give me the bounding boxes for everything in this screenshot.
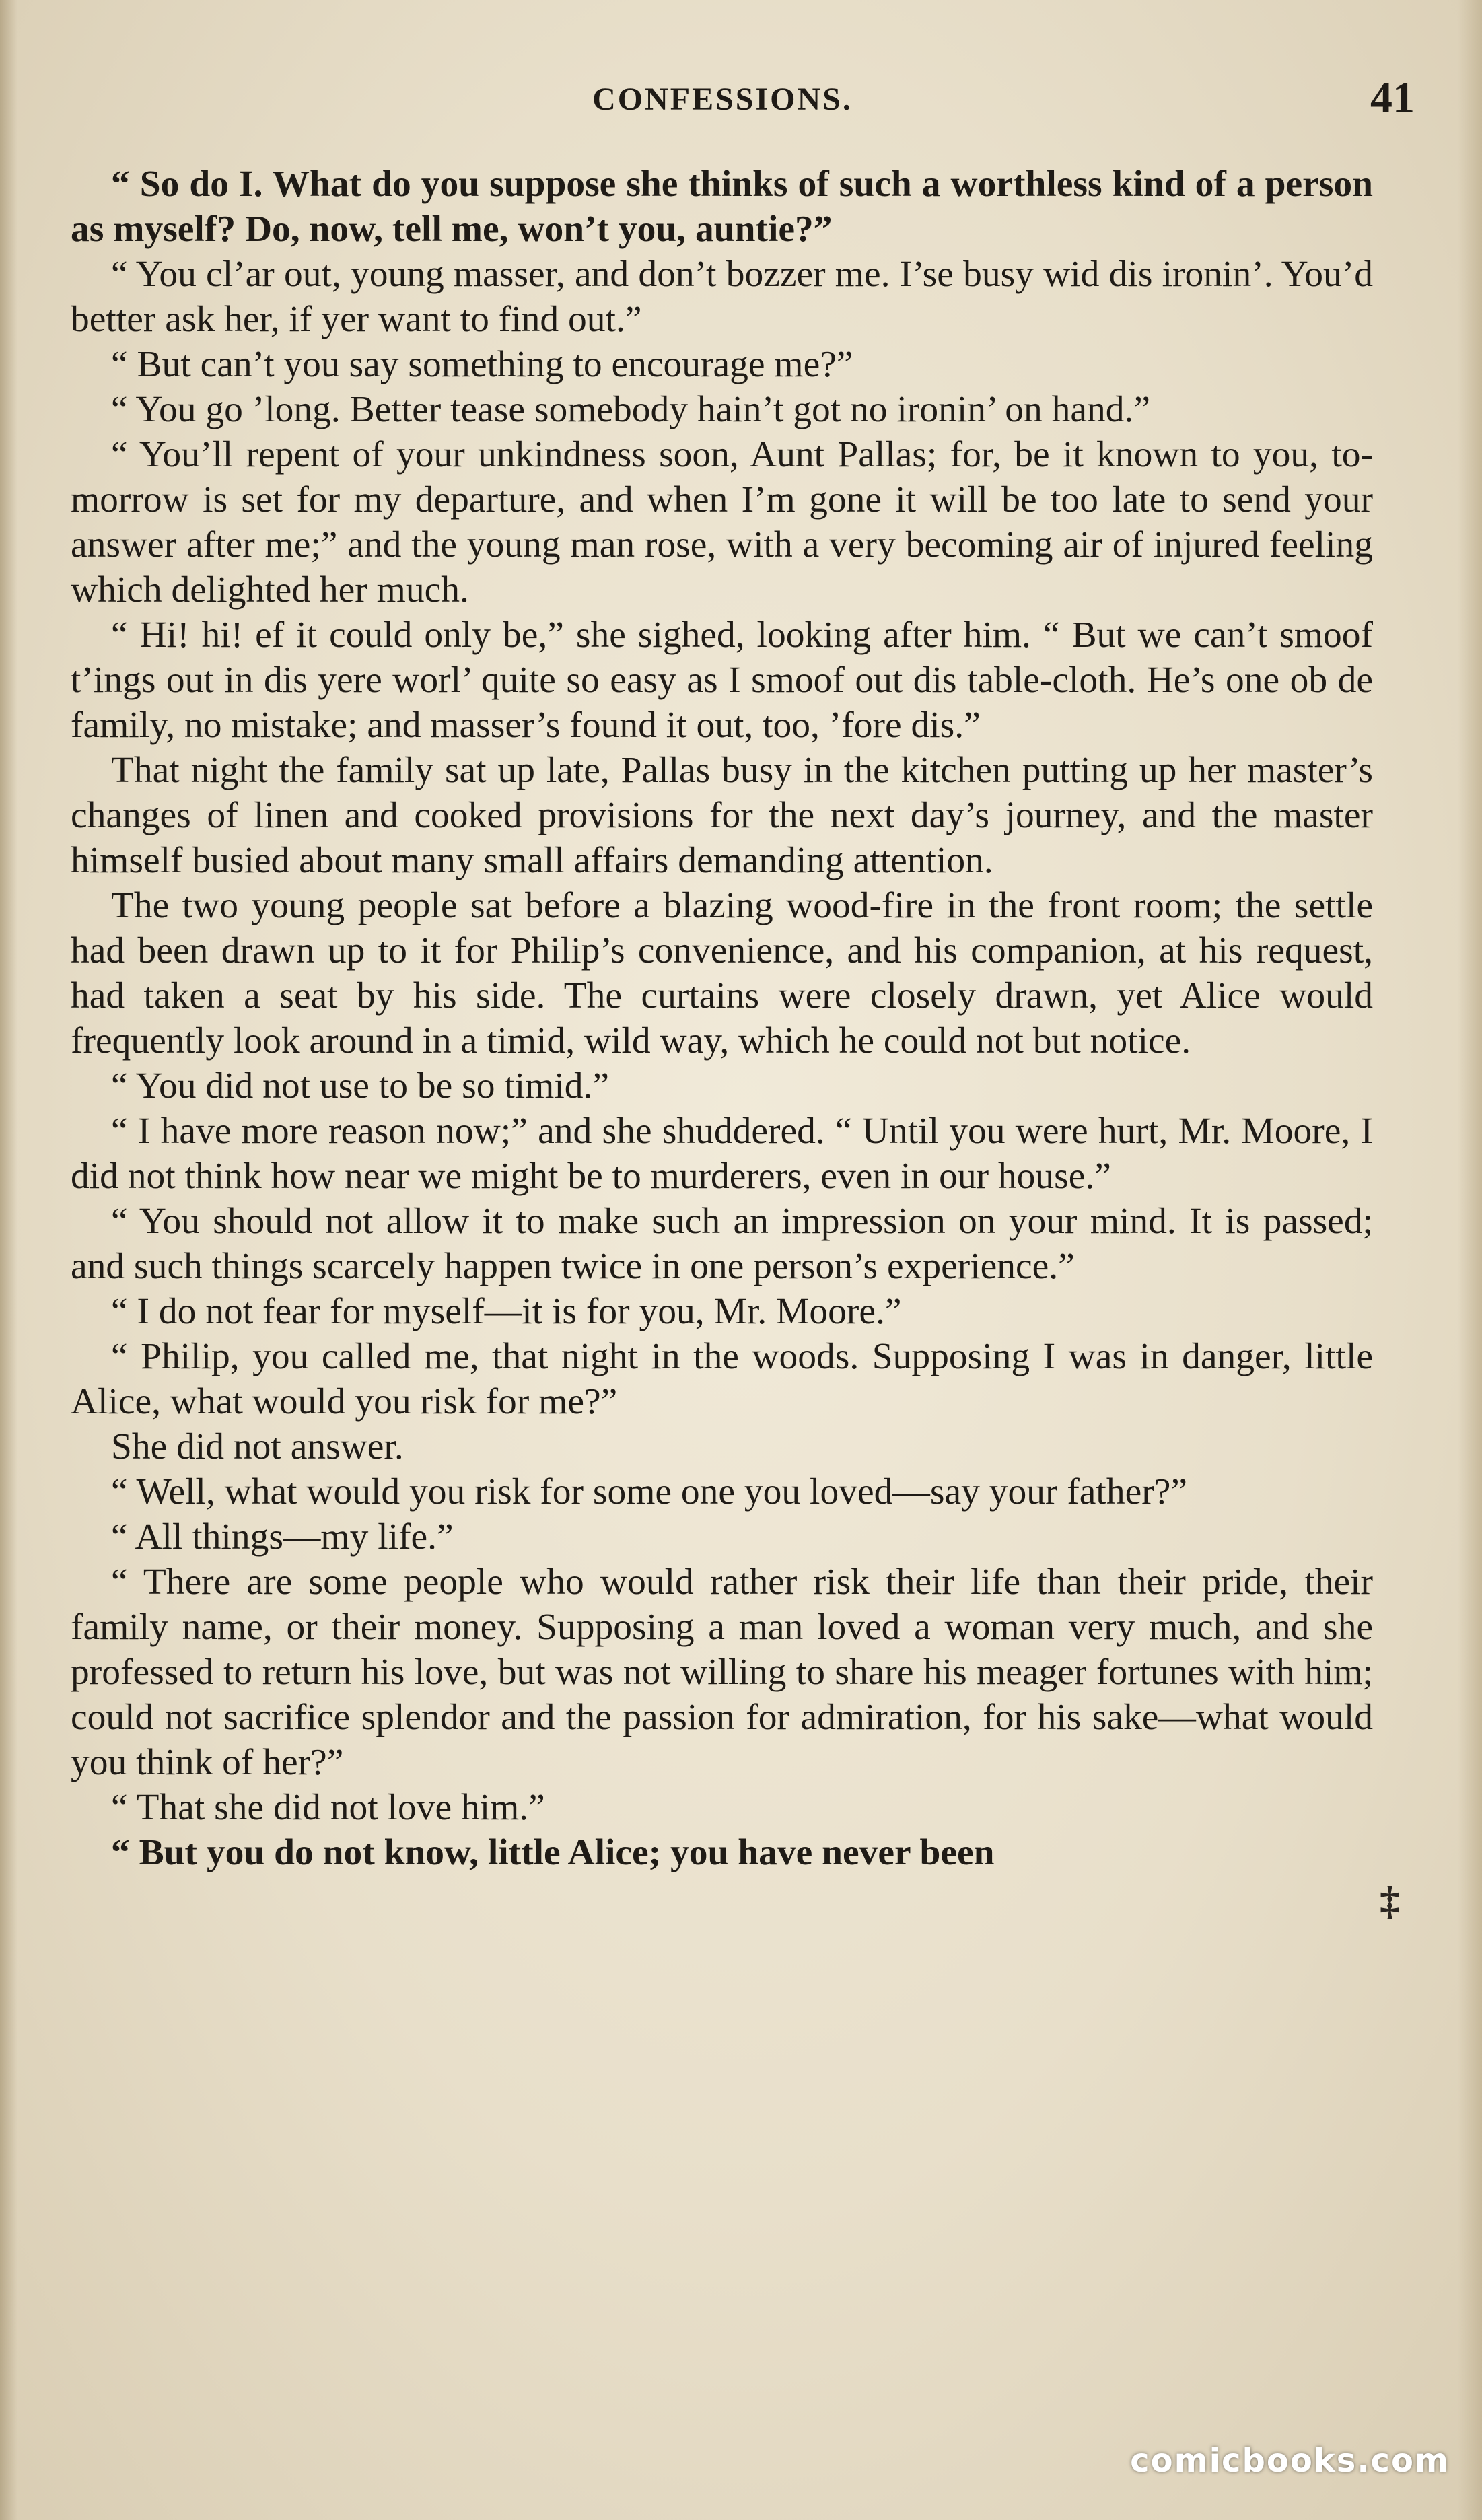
paragraph: “ You go ’long. Better tease somebody hain’t got no ironin’ on hand.” [111,389,1151,430]
paragraph: “ All things—my life.” [111,1516,454,1558]
page-right-edge-shadow [1458,0,1482,2520]
paragraph: “ You should not allow it to make such an impression on your mind. It is passed; and such things scarcely happen twice in one person’s experience.” [71,1201,1373,1287]
paragraph: “ You did not use to be so timid.” [111,1065,610,1107]
paragraph: “ I do not fear for myself—it is for you, Mr. Moore.” [111,1291,902,1332]
paragraph: “ Hi! hi! ef it could only be,” she sighed, looking after him. “ But we can’t smoof t’ings out in dis yere worl’ quite so easy as I smoof out dis table-cloth. He’s one ob de family, no mistake; and masser’s found it out, too, ’fore dis.” [71,615,1373,746]
paragraph: “ That she did not love him.” [111,1787,545,1828]
page-header [71,73,1415,127]
paragraph-continued: “ But you do not know, little Alice; you have never been [111,1832,995,1873]
page-left-edge-shadow [0,0,17,2520]
paragraph: “ Philip, you called me, that night in the woods. Supposing I was in danger, little Alice, what would you risk for me?” [71,1336,1373,1422]
paragraph: “ So do I. What do you suppose she thinks of such a worthless kind of a person as myself? Do, now, tell me, won’t you, auntie?” [71,164,1373,250]
paragraph: That night the family sat up late, Pallas busy in the kitchen putting up her master’s changes of linen and cooked provisions for the next day’s journey, and the master himself busied about many small affairs demanding attention. [71,750,1373,881]
running-head: CONFESSIONS. [592,81,853,117]
paragraph: “ I have more reason now;” and she shuddered. “ Until you were hurt, Mr. Moore, I did not think how near we might be to murderers, even in our house.” [71,1111,1373,1197]
paragraph: “ You cl’ar out, young masser, and don’t bozzer me. I’se busy wid dis ironin’. You’d better ask her, if yer want to find out.” [71,254,1373,340]
paragraph: “ But can’t you say something to encourage me?” [111,344,853,385]
paragraph: The two young people sat before a blazing wood-fire in the front room; the settle had been drawn up to it for Philip’s convenience, and his companion, at his request, had taken a seat by his side. The curtains were closely drawn, yet Alice would frequently look around in a timid, wild way, which he could not but notice. [71,885,1373,1061]
paragraph: She did not answer. [111,1426,404,1467]
page-number: 41 [1370,73,1415,123]
paragraph: “ There are some people who would rather risk their life than their pride, their family name, or their money. Supposing a man loved a woman very much, and she professed to return his love, but was not willing to share his meager fortunes with him; could not sacrifice splendor and the passion for admiration, for his sake—what would you think of her?” [71,1562,1373,1783]
paragraph: “ Well, what would you risk for some one you loved—say your father?” [111,1471,1187,1512]
site-watermark: comicbooks.com [1130,2442,1450,2480]
body-text [71,162,1373,1875]
paragraph: “ You’ll repent of your unkindness soon, Aunt Pallas; for, be it known to you, to-morrow is set for my departure, and when I’m gone it will be too late to send your answer after me;” and the young man rose, with a very becoming air of injured feeling which delighted her much. [71,434,1373,610]
margin-mark: ‡ [1380,1879,1400,1923]
